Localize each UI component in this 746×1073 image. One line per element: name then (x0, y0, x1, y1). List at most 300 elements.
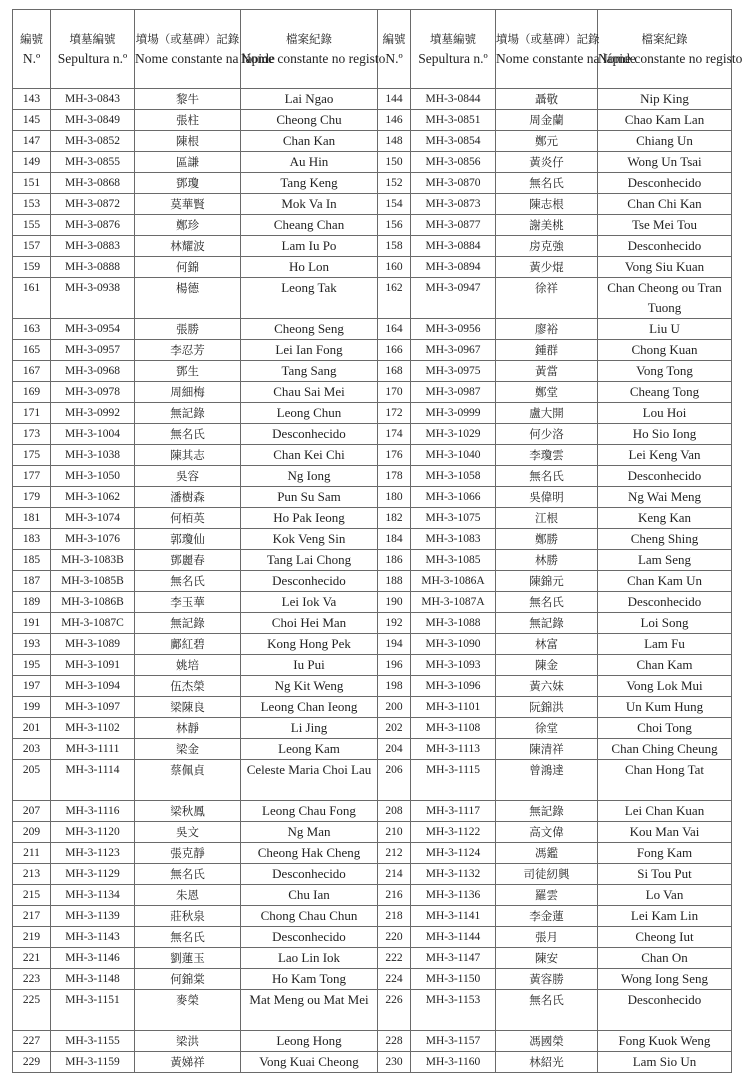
entry-number: 189 (13, 592, 51, 613)
tombstone-name: 高文偉 (496, 822, 598, 843)
entry-number: 219 (13, 927, 51, 948)
archive-name: Leong Chun (241, 403, 378, 424)
entry-number: 200 (378, 697, 411, 718)
entry-number: 192 (378, 613, 411, 634)
grave-number: MH-3-1087C (51, 613, 135, 634)
tombstone-name: 陳志根 (496, 194, 598, 215)
entry-number: 212 (378, 843, 411, 864)
archive-name: Cheong Iut (598, 927, 732, 948)
tombstone-name: 廖裕 (496, 319, 598, 340)
archive-name: Kong Hong Pek (241, 634, 378, 655)
table-row (13, 403, 732, 424)
entry-number: 198 (378, 676, 411, 697)
archive-name: Mat Meng ou Mat Mei (241, 990, 378, 1031)
tombstone-name: 鄧生 (135, 361, 241, 382)
grave-number: MH-3-1124 (411, 843, 496, 864)
grave-number: MH-3-1146 (51, 948, 135, 969)
tombstone-name: 伍杰榮 (135, 676, 241, 697)
archive-name: Chan Kam (598, 655, 732, 676)
table-row (13, 801, 732, 822)
grave-number: MH-3-0888 (51, 257, 135, 278)
tombstone-name: 莊秋泉 (135, 906, 241, 927)
table-row (13, 822, 732, 843)
tombstone-name: 吳文 (135, 822, 241, 843)
entry-number: 216 (378, 885, 411, 906)
entry-number: 165 (13, 340, 51, 361)
archive-name: Iu Pui (241, 655, 378, 676)
grave-number: MH-3-1090 (411, 634, 496, 655)
tombstone-name: 盧大開 (496, 403, 598, 424)
entry-number: 195 (13, 655, 51, 676)
header-number: 編號 N.º (13, 10, 51, 89)
entry-number: 175 (13, 445, 51, 466)
tombstone-name: 鄧瓊 (135, 173, 241, 194)
archive-name: Choi Hei Man (241, 613, 378, 634)
table-row (13, 990, 732, 1031)
entry-number: 191 (13, 613, 51, 634)
entry-number: 196 (378, 655, 411, 676)
grave-number: MH-3-0999 (411, 403, 496, 424)
entry-number: 223 (13, 969, 51, 990)
table-row (13, 760, 732, 801)
table-row (13, 361, 732, 382)
grave-number: MH-3-1038 (51, 445, 135, 466)
tombstone-name: 劉蓮玉 (135, 948, 241, 969)
archive-name: Keng Kan (598, 508, 732, 529)
tombstone-name: 曾鴻達 (496, 760, 598, 801)
archive-name: Lam Iu Po (241, 236, 378, 257)
entry-number: 151 (13, 173, 51, 194)
header-archive-name: 檔案紀錄 Nome constante no registo (241, 10, 378, 89)
archive-name: Cheong Hak Cheng (241, 843, 378, 864)
grave-number: MH-3-1123 (51, 843, 135, 864)
grave-number: MH-3-1066 (411, 487, 496, 508)
grave-number: MH-3-0978 (51, 382, 135, 403)
grave-number: MH-3-0843 (51, 89, 135, 110)
grave-number: MH-3-1096 (411, 676, 496, 697)
tombstone-name: 何錦棠 (135, 969, 241, 990)
tombstone-name: 吳容 (135, 466, 241, 487)
entry-number: 152 (378, 173, 411, 194)
archive-name: Cheng Shing (598, 529, 732, 550)
entry-number: 148 (378, 131, 411, 152)
table-row (13, 236, 732, 257)
grave-number: MH-3-1134 (51, 885, 135, 906)
archive-name: Li Jing (241, 718, 378, 739)
tombstone-name: 阮錦洪 (496, 697, 598, 718)
table-row (13, 89, 732, 110)
grave-number: MH-3-0856 (411, 152, 496, 173)
archive-name: Lai Ngao (241, 89, 378, 110)
entry-number: 205 (13, 760, 51, 801)
grave-number: MH-3-1143 (51, 927, 135, 948)
grave-number: MH-3-1040 (411, 445, 496, 466)
archive-name: Loi Song (598, 613, 732, 634)
grave-number: MH-3-1144 (411, 927, 496, 948)
grave-number: MH-3-0876 (51, 215, 135, 236)
table-row (13, 927, 732, 948)
entry-number: 179 (13, 487, 51, 508)
header-grave-number: 墳墓編號 Sepultura n.º (51, 10, 135, 89)
grave-number: MH-3-1139 (51, 906, 135, 927)
table-row (13, 1052, 732, 1073)
archive-name: Lam Sio Un (598, 1052, 732, 1073)
grave-number: MH-3-1136 (411, 885, 496, 906)
archive-name: Ng Kit Weng (241, 676, 378, 697)
tombstone-name: 黃炎仔 (496, 152, 598, 173)
grave-number: MH-3-0868 (51, 173, 135, 194)
grave-number: MH-3-1147 (411, 948, 496, 969)
grave-number: MH-3-1115 (411, 760, 496, 801)
archive-name: Chan Cheong ou Tran Tuong (598, 278, 732, 319)
tombstone-name: 無名氏 (496, 173, 598, 194)
grave-number: MH-3-0947 (411, 278, 496, 319)
entry-number: 169 (13, 382, 51, 403)
entry-number: 186 (378, 550, 411, 571)
grave-number: MH-3-1153 (411, 990, 496, 1031)
entry-number: 162 (378, 278, 411, 319)
grave-number: MH-3-0872 (51, 194, 135, 215)
tombstone-name: 鄭珍 (135, 215, 241, 236)
entry-number: 214 (378, 864, 411, 885)
entry-number: 159 (13, 257, 51, 278)
archive-name: Vong Siu Kuan (598, 257, 732, 278)
entry-number: 188 (378, 571, 411, 592)
archive-name: Wong Un Tsai (598, 152, 732, 173)
grave-number: MH-3-1102 (51, 718, 135, 739)
grave-number: MH-3-1076 (51, 529, 135, 550)
tombstone-name: 李忍芳 (135, 340, 241, 361)
tombstone-name: 馮國榮 (496, 1031, 598, 1052)
grave-number: MH-3-1086A (411, 571, 496, 592)
tombstone-name: 陳清祥 (496, 739, 598, 760)
entry-number: 183 (13, 529, 51, 550)
entry-number: 146 (378, 110, 411, 131)
entry-number: 157 (13, 236, 51, 257)
entry-number: 227 (13, 1031, 51, 1052)
table-row (13, 718, 732, 739)
grave-number: MH-3-1111 (51, 739, 135, 760)
entry-number: 163 (13, 319, 51, 340)
archive-name: Mok Va In (241, 194, 378, 215)
entry-number: 184 (378, 529, 411, 550)
tombstone-name: 林富 (496, 634, 598, 655)
archive-name: Lei Iok Va (241, 592, 378, 613)
entry-number: 155 (13, 215, 51, 236)
tombstone-name: 林紹光 (496, 1052, 598, 1073)
tombstone-name: 徐堂 (496, 718, 598, 739)
tombstone-name: 梁洪 (135, 1031, 241, 1052)
entry-number: 147 (13, 131, 51, 152)
tombstone-name: 麥榮 (135, 990, 241, 1031)
archive-name: Ng Man (241, 822, 378, 843)
entry-number: 197 (13, 676, 51, 697)
tombstone-name: 黃少焜 (496, 257, 598, 278)
tombstone-name: 陳金 (496, 655, 598, 676)
entry-number: 178 (378, 466, 411, 487)
entry-number: 154 (378, 194, 411, 215)
table-row (13, 676, 732, 697)
archive-name: Lo Van (598, 885, 732, 906)
table-row (13, 655, 732, 676)
entry-number: 176 (378, 445, 411, 466)
grave-number: MH-3-0938 (51, 278, 135, 319)
archive-name: Leong Tak (241, 278, 378, 319)
entry-number: 217 (13, 906, 51, 927)
tombstone-name: 張勝 (135, 319, 241, 340)
grave-number: MH-3-1097 (51, 697, 135, 718)
archive-name: Tse Mei Tou (598, 215, 732, 236)
entry-number: 170 (378, 382, 411, 403)
entry-number: 204 (378, 739, 411, 760)
tombstone-name: 郭瓊仙 (135, 529, 241, 550)
grave-number: MH-3-1058 (411, 466, 496, 487)
tombstone-name: 姚培 (135, 655, 241, 676)
grave-number: MH-3-0855 (51, 152, 135, 173)
grave-number: MH-3-1157 (411, 1031, 496, 1052)
grave-number: MH-3-1029 (411, 424, 496, 445)
archive-name: Desconhecido (598, 592, 732, 613)
entry-number: 144 (378, 89, 411, 110)
grave-number: MH-3-0844 (411, 89, 496, 110)
entry-number: 182 (378, 508, 411, 529)
entry-number: 160 (378, 257, 411, 278)
tombstone-name: 徐祥 (496, 278, 598, 319)
grave-number: MH-3-1075 (411, 508, 496, 529)
entry-number: 172 (378, 403, 411, 424)
entry-number: 161 (13, 278, 51, 319)
entry-number: 187 (13, 571, 51, 592)
tombstone-name: 無名氏 (135, 424, 241, 445)
table-row (13, 110, 732, 131)
grave-number: MH-3-1062 (51, 487, 135, 508)
grave-number: MH-3-1159 (51, 1052, 135, 1073)
entry-number: 226 (378, 990, 411, 1031)
entry-number: 210 (378, 822, 411, 843)
entry-number: 158 (378, 236, 411, 257)
entry-number: 171 (13, 403, 51, 424)
table-row (13, 131, 732, 152)
grave-number: MH-3-0992 (51, 403, 135, 424)
grave-number: MH-3-1120 (51, 822, 135, 843)
table-row (13, 257, 732, 278)
archive-name: Vong Tong (598, 361, 732, 382)
archive-name: Ho Kam Tong (241, 969, 378, 990)
archive-name: Nip King (598, 89, 732, 110)
tombstone-name: 陳錦元 (496, 571, 598, 592)
grave-number: MH-3-1108 (411, 718, 496, 739)
table-row (13, 843, 732, 864)
tombstone-name: 周細梅 (135, 382, 241, 403)
grave-number: MH-3-1114 (51, 760, 135, 801)
entry-number: 168 (378, 361, 411, 382)
entry-number: 228 (378, 1031, 411, 1052)
grave-number: MH-3-1148 (51, 969, 135, 990)
grave-number: MH-3-0987 (411, 382, 496, 403)
archive-name: Pun Su Sam (241, 487, 378, 508)
entry-number: 166 (378, 340, 411, 361)
tombstone-name: 楊德 (135, 278, 241, 319)
tombstone-name: 無名氏 (135, 571, 241, 592)
archive-name: Desconhecido (598, 990, 732, 1031)
archive-name: Ng Wai Meng (598, 487, 732, 508)
archive-name: Tang Sang (241, 361, 378, 382)
entry-number: 222 (378, 948, 411, 969)
tombstone-name: 黎牛 (135, 89, 241, 110)
grave-number: MH-3-1132 (411, 864, 496, 885)
archive-name: Cheang Tong (598, 382, 732, 403)
archive-name: Desconhecido (241, 927, 378, 948)
archive-name: Leong Chan Ieong (241, 697, 378, 718)
grave-number: MH-3-1074 (51, 508, 135, 529)
archive-name: Desconhecido (598, 236, 732, 257)
table-row (13, 864, 732, 885)
grave-number: MH-3-1122 (411, 822, 496, 843)
tombstone-name: 梁陳良 (135, 697, 241, 718)
grave-number: MH-3-1155 (51, 1031, 135, 1052)
entry-number: 221 (13, 948, 51, 969)
entry-number: 225 (13, 990, 51, 1031)
tombstone-name: 陳根 (135, 131, 241, 152)
tombstone-name: 梁秋鳳 (135, 801, 241, 822)
tombstone-name: 鄺紅碧 (135, 634, 241, 655)
entry-number: 193 (13, 634, 51, 655)
grave-number: MH-3-1088 (411, 613, 496, 634)
tombstone-name: 無名氏 (135, 927, 241, 948)
archive-name: Desconhecido (241, 571, 378, 592)
grave-number: MH-3-1151 (51, 990, 135, 1031)
tombstone-name: 張柱 (135, 110, 241, 131)
entry-number: 206 (378, 760, 411, 801)
grave-number: MH-3-0956 (411, 319, 496, 340)
tombstone-name: 謝美桃 (496, 215, 598, 236)
entry-number: 215 (13, 885, 51, 906)
archive-name: Leong Kam (241, 739, 378, 760)
tombstone-name: 無記錄 (496, 613, 598, 634)
archive-name: Lei Kam Lin (598, 906, 732, 927)
tombstone-name: 朱恩 (135, 885, 241, 906)
archive-name: Chiang Un (598, 131, 732, 152)
tombstone-name: 張月 (496, 927, 598, 948)
table-row (13, 487, 732, 508)
tombstone-name: 蔡佩貞 (135, 760, 241, 801)
entry-number: 190 (378, 592, 411, 613)
entry-number: 145 (13, 110, 51, 131)
archive-name: Kok Veng Sin (241, 529, 378, 550)
grave-number: MH-3-1116 (51, 801, 135, 822)
grave-number: MH-3-0957 (51, 340, 135, 361)
table-row (13, 508, 732, 529)
tombstone-name: 何錦 (135, 257, 241, 278)
entry-number: 211 (13, 843, 51, 864)
archive-name: Chong Chau Chun (241, 906, 378, 927)
table-row (13, 215, 732, 236)
table-row (13, 906, 732, 927)
archive-name: Ho Sio Iong (598, 424, 732, 445)
archive-name: Chu Ian (241, 885, 378, 906)
grave-number: MH-3-0870 (411, 173, 496, 194)
entry-number: 150 (378, 152, 411, 173)
entry-number: 156 (378, 215, 411, 236)
table-row (13, 278, 732, 319)
tombstone-name: 李金蓮 (496, 906, 598, 927)
entry-number: 153 (13, 194, 51, 215)
entry-number: 177 (13, 466, 51, 487)
entry-number: 173 (13, 424, 51, 445)
archive-name: Desconhecido (598, 466, 732, 487)
tombstone-name: 林勝 (496, 550, 598, 571)
tombstone-name: 黃容勝 (496, 969, 598, 990)
archive-name: Celeste Maria Choi Lau (241, 760, 378, 801)
grave-number: MH-3-0975 (411, 361, 496, 382)
grave-number: MH-3-0967 (411, 340, 496, 361)
tombstone-name: 吳偉明 (496, 487, 598, 508)
archive-name: Wong Iong Seng (598, 969, 732, 990)
archive-name: Chong Kuan (598, 340, 732, 361)
grave-number: MH-3-1094 (51, 676, 135, 697)
grave-number: MH-3-1117 (411, 801, 496, 822)
table-row (13, 571, 732, 592)
grave-number: MH-3-0884 (411, 236, 496, 257)
entry-number: 230 (378, 1052, 411, 1073)
archive-name: Chan On (598, 948, 732, 969)
archive-name: Lei Chan Kuan (598, 801, 732, 822)
tombstone-name: 黃當 (496, 361, 598, 382)
grave-number: MH-3-1113 (411, 739, 496, 760)
grave-number: MH-3-1091 (51, 655, 135, 676)
tombstone-name: 陳其志 (135, 445, 241, 466)
tombstone-name: 張克靜 (135, 843, 241, 864)
table-row (13, 550, 732, 571)
tombstone-name: 鍾群 (496, 340, 598, 361)
grave-number: MH-3-0894 (411, 257, 496, 278)
archive-name: Ho Pak Ieong (241, 508, 378, 529)
table-row (13, 969, 732, 990)
archive-name: Lam Fu (598, 634, 732, 655)
grave-number: MH-3-1050 (51, 466, 135, 487)
table-row (13, 382, 732, 403)
archive-name: Liu U (598, 319, 732, 340)
grave-number: MH-3-1129 (51, 864, 135, 885)
table-row (13, 697, 732, 718)
entry-number: 149 (13, 152, 51, 173)
table-row (13, 948, 732, 969)
table-row (13, 152, 732, 173)
entry-number: 180 (378, 487, 411, 508)
tombstone-name: 莫華賢 (135, 194, 241, 215)
entry-number: 181 (13, 508, 51, 529)
tombstone-name: 區謙 (135, 152, 241, 173)
archive-name: Tang Keng (241, 173, 378, 194)
table-row (13, 466, 732, 487)
table-row (13, 340, 732, 361)
grave-number: MH-3-0883 (51, 236, 135, 257)
archive-name: Vong Kuai Cheong (241, 1052, 378, 1073)
tombstone-name: 李玉華 (135, 592, 241, 613)
archive-name: Fong Kam (598, 843, 732, 864)
archive-name: Tang Lai Chong (241, 550, 378, 571)
entry-number: 174 (378, 424, 411, 445)
archive-name: Lei Keng Van (598, 445, 732, 466)
grave-number: MH-3-0968 (51, 361, 135, 382)
table-row (13, 592, 732, 613)
grave-number: MH-3-1101 (411, 697, 496, 718)
header-tombstone-name: 墳場（或墓碑）記錄 Nome constante na lápide (496, 10, 598, 89)
table-row (13, 634, 732, 655)
archive-name: Kou Man Vai (598, 822, 732, 843)
grave-number: MH-3-1083B (51, 550, 135, 571)
tombstone-name: 無名氏 (135, 864, 241, 885)
